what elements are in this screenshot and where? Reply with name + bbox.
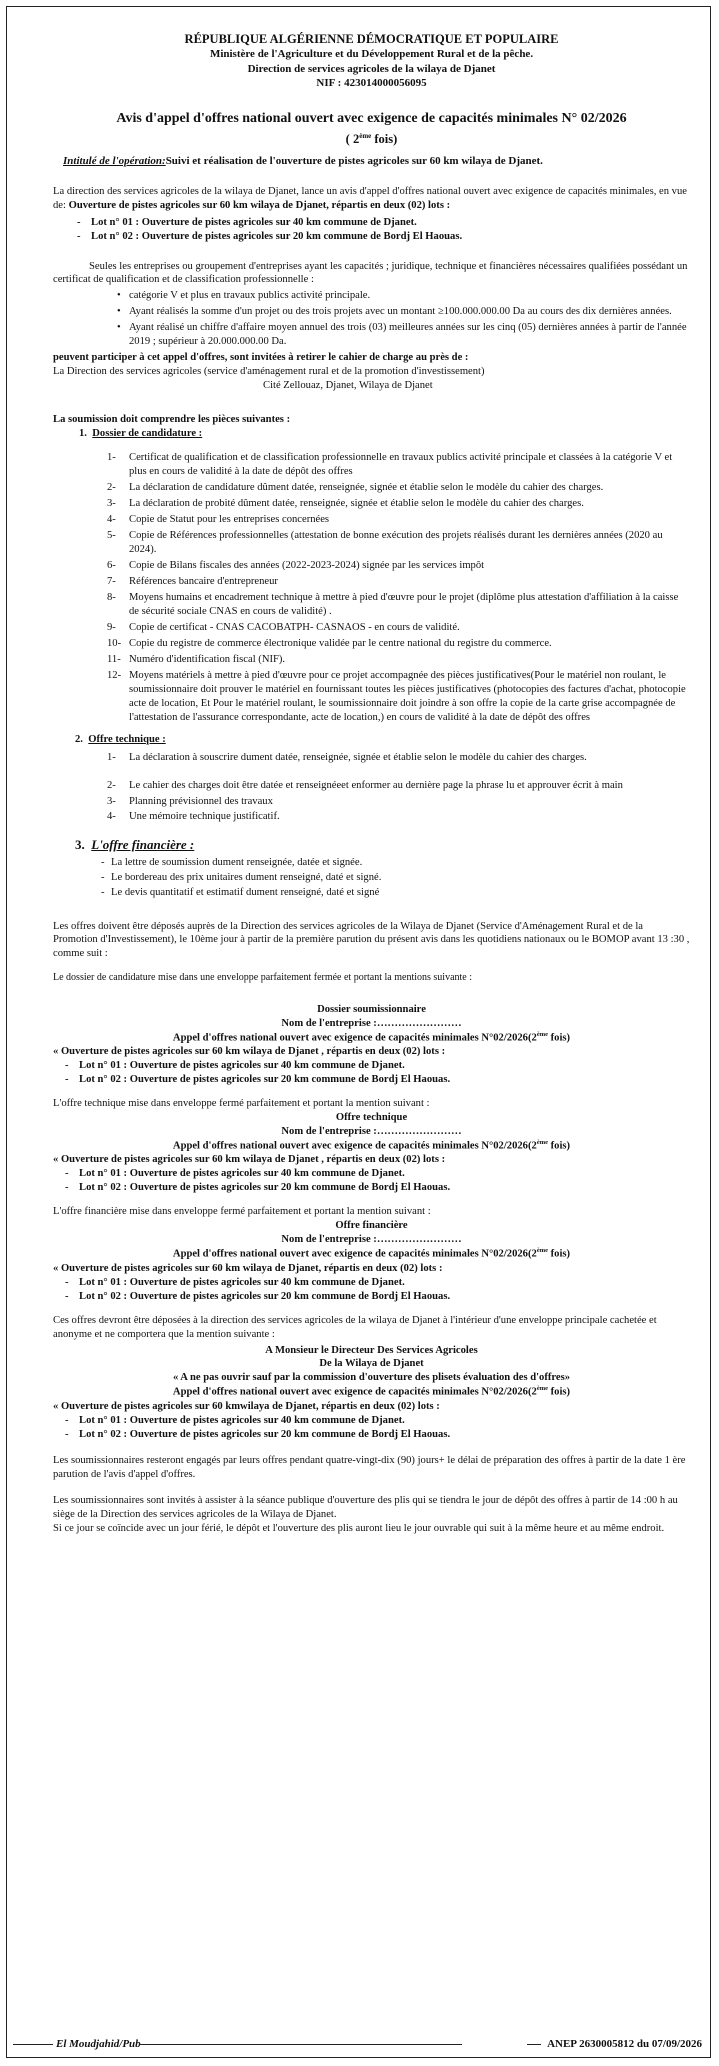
- notice-subtitle: ( 2ème fois): [345, 131, 398, 146]
- lot-item: - Lot n° 02 : Ouverture de pistes agricoles sur 20 km commune de Bordj El Haouas.: [65, 1428, 451, 1440]
- lot-item: - Lot n° 01 : Ouverture de pistes agricoles sur 40 km commune de Djanet.: [77, 216, 417, 228]
- appel-line: Appel d'offres national ouvert avec exigence de capacités minimales N°02/2026(2ème fois): [172, 1030, 571, 1044]
- tech-item: 4- Une mémoire technique justificatif.: [107, 811, 280, 823]
- eligibility-item: • Ayant réalisés la somme d'un projet ou des trois projets avec un montant ≥100.000.000.00 Da au cours des dix dernières années.: [117, 305, 690, 319]
- address-line: La Direction des services agricoles (service d'aménagement rural et de la promotion d'investissement): [53, 366, 485, 378]
- fin-item: - Le bordereau des prix unitaires dument renseigné, daté et signé.: [101, 871, 690, 885]
- participate-line: peuvent participer à cet appel d'offres, sont invitées à retirer le cahier de charge au près de :: [53, 352, 469, 364]
- appel-line: Appel d'offres national ouvert avec exigence de capacités minimales N°02/2026(2ème fois): [172, 1138, 571, 1152]
- dossier-item: 11- Numéro d'identification fiscal (NIF).: [107, 653, 286, 665]
- ouverture-line: « Ouverture de pistes agricoles sur 60 km wilaya de Djanet , répartis en deux (02) lots :: [53, 1046, 446, 1058]
- intro-paragraph: La direction des services agricoles de la wilaya de Djanet, lance un avis d'appel d'offres national ouvert avec exigence de capacités minimales, en vue de: Ouverture de pistes agricoles sur 60 km wilaya de Djanet, répartis en deux (02) lots :: [53, 185, 687, 211]
- soumission-heading: La soumission doit comprendre les pièces suivantes :: [53, 414, 291, 426]
- dossier-item: 2- La déclaration de candidature dûment datée, renseignée, signée et établie selon le modèle du cahier des charges.: [107, 482, 604, 494]
- footer-rule: [139, 2044, 462, 2045]
- lot-item: - Lot n° 01 : Ouverture de pistes agricoles sur 40 km commune de Djanet.: [65, 1414, 405, 1426]
- dossier-envelope-intro: Le dossier de candidature mise dans une enveloppe parfaitement fermée et portant la mentions suivante :: [53, 972, 473, 984]
- fin-envelope-intro: L'offre financière mise dans enveloppe fermé parfaitement et portant la mention suivant :: [53, 1206, 431, 1218]
- header: [53, 31, 690, 90]
- ouverture-line: « Ouverture de pistes agricoles sur 60 km wilaya de Djanet, répartis en deux (02) lots :: [53, 1262, 443, 1274]
- ouverture-line: « Ouverture de pistes agricoles sur 60 km wilaya de Djanet , répartis en deux (02) lots :: [53, 1154, 446, 1166]
- appel-line: Appel d'offres national ouvert avec exigence de capacités minimales N°02/2026(2ème fois): [172, 1247, 571, 1260]
- addressee-wilaya: De la Wilaya de Djanet: [319, 1358, 424, 1370]
- tech-item: 1- La déclaration à souscrire dument datée, renseignée, signée et établie selon le modèle du cahier des charges.: [107, 751, 587, 763]
- lot-item: - Lot n° 02 : Ouverture de pistes agricoles sur 20 km commune de Bordj El Haouas.: [65, 1073, 451, 1085]
- addressee-line: A Monsieur le Directeur Des Services Agricoles: [265, 1344, 478, 1356]
- tech-item: 2- Le cahier des charges doit être datée et renseignéeet enformer au dernière page la phrase lu et approuver écrit à main: [107, 779, 623, 791]
- eligibility-intro: Seules les entreprises ou groupement d'entreprises ayant les capacités ; juridique, technique et financières nécessaires qualifiées possédant un certificat de qualification et de classification professionnelle :: [53, 260, 688, 286]
- address-city: Cité Zellouaz, Djanet, Wilaya de Djanet: [263, 380, 433, 392]
- validity-paragraph: Les soumissionnaires resteront engagés par leurs offres pendant quatre-vingt-dix (90) jours+ le délai de préparation des offres à partir de la date 1 ère parution de l'avis d'appel d'offres.: [53, 1454, 686, 1480]
- holiday-paragraph: Si ce jour se coïncide avec un jour férié, le dépôt et l'ouverture des plis auront lieu le jour ouvrable qui suit à la même heure et au même endroit.: [53, 1522, 665, 1534]
- lot-item: - Lot n° 02 : Ouverture de pistes agricoles sur 20 km commune de Bordj El Haouas.: [65, 1182, 451, 1194]
- dossier-list: [53, 451, 690, 724]
- fin-offer-heading: 3. L'offre financière :: [75, 837, 195, 853]
- lot-item: - Lot n° 02 : Ouverture de pistes agricoles sur 20 km commune de Bordj El Haouas.: [65, 1290, 451, 1302]
- lot-item: - Lot n° 02 : Ouverture de pistes agricoles sur 20 km commune de Bordj El Haouas.: [77, 230, 463, 242]
- operation-title: [53, 154, 690, 169]
- dossier-item: 1- Certificat de qualification et de classification professionnelle en travaux publics activité principale et classées à la catégorie V et plus en cours de validité à la date de dépôt des offres: [107, 452, 673, 478]
- notice-title: Avis d'appel d'offres national ouvert avec exigence de capacités minimales N° 02/2026: [116, 111, 627, 127]
- company-name-line: Nom de l'entreprise :……………………: [281, 1234, 462, 1246]
- dossier-item: 12- Moyens matériels à mettre à pied d'œuvre pour ce projet accompagnée des pièces justificatives(Pour le matériel non roulant, le soumissionnaire doit prouver le matériel en fournissant toutes les pièces justificatives (photocopies des factures d'achat, photocopie acte de location, Et Pour le matériel roulant, le soumissionnaire doit joindre à son offre la copie de la carte grise accompagnée de l'attestation de l'assurance correspondante, acte de location,) en cours de validité à la date de dépôt des offres: [107, 669, 686, 723]
- eligibility-list: [53, 289, 690, 349]
- fin-envelope-label: Offre financière: [335, 1220, 408, 1232]
- lot-item: - Lot n° 01 : Ouverture de pistes agricoles sur 40 km commune de Djanet.: [65, 1060, 405, 1071]
- operation-label: Intitulé de l'opération:: [63, 155, 166, 168]
- ministry-line: Ministère de l'Agriculture et du Développement Rural et de la pêche.: [209, 48, 534, 61]
- eligibility-item: • catégorie V et plus en travaux publics activité principale.: [117, 289, 690, 303]
- fin-item: - Le devis quantitatif et estimatif dument renseigné, daté et signé: [101, 886, 690, 900]
- tech-envelope-label: Offre technique: [335, 1111, 408, 1123]
- fin-item: - La lettre de soumission dument renseignée, datée et signée.: [101, 856, 690, 870]
- footer-source: El Moudjahid/Pub: [13, 2037, 141, 2052]
- dossier-item: 10- Copie du registre de commerce électronique validée par le centre national du registre du commerce.: [107, 637, 552, 649]
- tech-offer-list: [53, 751, 690, 825]
- tech-offer-heading: 2. Offre technique :: [75, 733, 166, 745]
- lot-item: - Lot n° 01 : Ouverture de pistes agricoles sur 40 km commune de Djanet.: [65, 1168, 405, 1180]
- fin-offer-list: [101, 856, 690, 900]
- dossier-item: 5- Copie de Références professionnelles (attestation de bonne exécution des projets réalisés durant les dernières années (2020 au 2024).: [107, 530, 663, 555]
- footer: [7, 2037, 710, 2051]
- appel-line: Appel d'offres national ouvert avec exigence de capacités minimales N°02/2026(2ème fois): [172, 1385, 571, 1398]
- dossier-item: 8- Moyens humains et encadrement technique à mettre à pied d'œuvre pour le projet (diplôme plus attestation d'affiliation à la caisse de sécurité sociale CNAS en cours de validité) .: [107, 591, 679, 617]
- footer-reference: ANEP 2630005812 du 07/09/2026: [527, 2037, 702, 2052]
- dossier-item: 7- Références bancaire d'entrepreneur: [107, 575, 278, 587]
- company-name-line: Nom de l'entreprise :……………………: [281, 1017, 462, 1029]
- republic-title: RÉPUBLIQUE ALGÉRIENNE DÉMOCRATIQUE ET POPULAIRE: [184, 32, 559, 46]
- dossier-envelope-label: Dossier soumissionnaire: [317, 1003, 426, 1015]
- dossier-item: 3- La déclaration de probité dûment datée, renseignée, signée et établie selon le modèle du cahier des charges.: [107, 498, 584, 510]
- eligibility-item: • Ayant réalisé un chiffre d'affaire moyen annuel des trois (03) meilleures années sur les cinq (05) dernières années à partir de l'année 2019 ; supérieur à 20.000.000.00 Da.: [117, 321, 690, 349]
- nif-line: NIF : 423014000056095: [316, 76, 427, 89]
- lots-list: [53, 216, 690, 244]
- ouverture-line: « Ouverture de pistes agricoles sur 60 kmwilaya de Djanet, répartis en deux (02) lots :: [53, 1400, 440, 1412]
- depot-paragraph: Les offres doivent être déposés auprès de la Direction des services agricoles de la Wilaya de Djanet (Service d'Aménagement Rural et de la Promotion d'Investissement), le 10ème jour à partir de la première parution du présent avis dans les quotidiens nationaux ou le BOMOP avant 13 :30 , comme suit :: [53, 920, 690, 960]
- tech-envelope-intro: L'offre technique mise dans enveloppe fermé parfaitement et portant la mention suivant :: [53, 1097, 430, 1109]
- opening-session-paragraph: Les soumissionnaires sont invités à assister à la séance publique d'ouverture des plis qui se tiendra le jour de dépôt des offres à partir de 14 :00 h au siège de la Direction des services agricoles de la Wilaya de Djanet.: [53, 1494, 678, 1520]
- do-not-open-line: « A ne pas ouvrir sauf par la commission d'ouverture des plisets évaluation des d'offres»: [172, 1372, 571, 1384]
- lot-item: - Lot n° 01 : Ouverture de pistes agricoles sur 40 km commune de Djanet.: [65, 1276, 405, 1288]
- tech-item: 3- Planning prévisionnel des travaux: [107, 795, 273, 807]
- tender-notice-page: [6, 6, 711, 2058]
- operation-text: Suivi et réalisation de l'ouverture de pistes agricoles sur 60 km wilaya de Djanet.: [165, 155, 543, 168]
- company-name-line: Nom de l'entreprise :……………………: [281, 1125, 462, 1137]
- dossier-item: 9- Copie de certificat - CNAS CACOBATPH- CASNAOS - en cours de validité.: [107, 621, 460, 633]
- dossier-item: 6- Copie de Bilans fiscales des années (2022-2023-2024) signée par les services impôt: [107, 559, 485, 571]
- dossier-item: 4- Copie de Statut pour les entreprises concernées: [107, 514, 330, 526]
- main-envelope-intro: Ces offres devront être déposées à la direction des services agricoles de la wilaya de Djanet à l'intérieur d'une enveloppe principale cachetée et anonyme et ne comportera que la mention suivante :: [53, 1314, 657, 1340]
- dossier-heading: 1. Dossier de candidature :: [79, 428, 203, 440]
- direction-line: Direction de services agricoles de la wilaya de Djanet: [247, 62, 496, 75]
